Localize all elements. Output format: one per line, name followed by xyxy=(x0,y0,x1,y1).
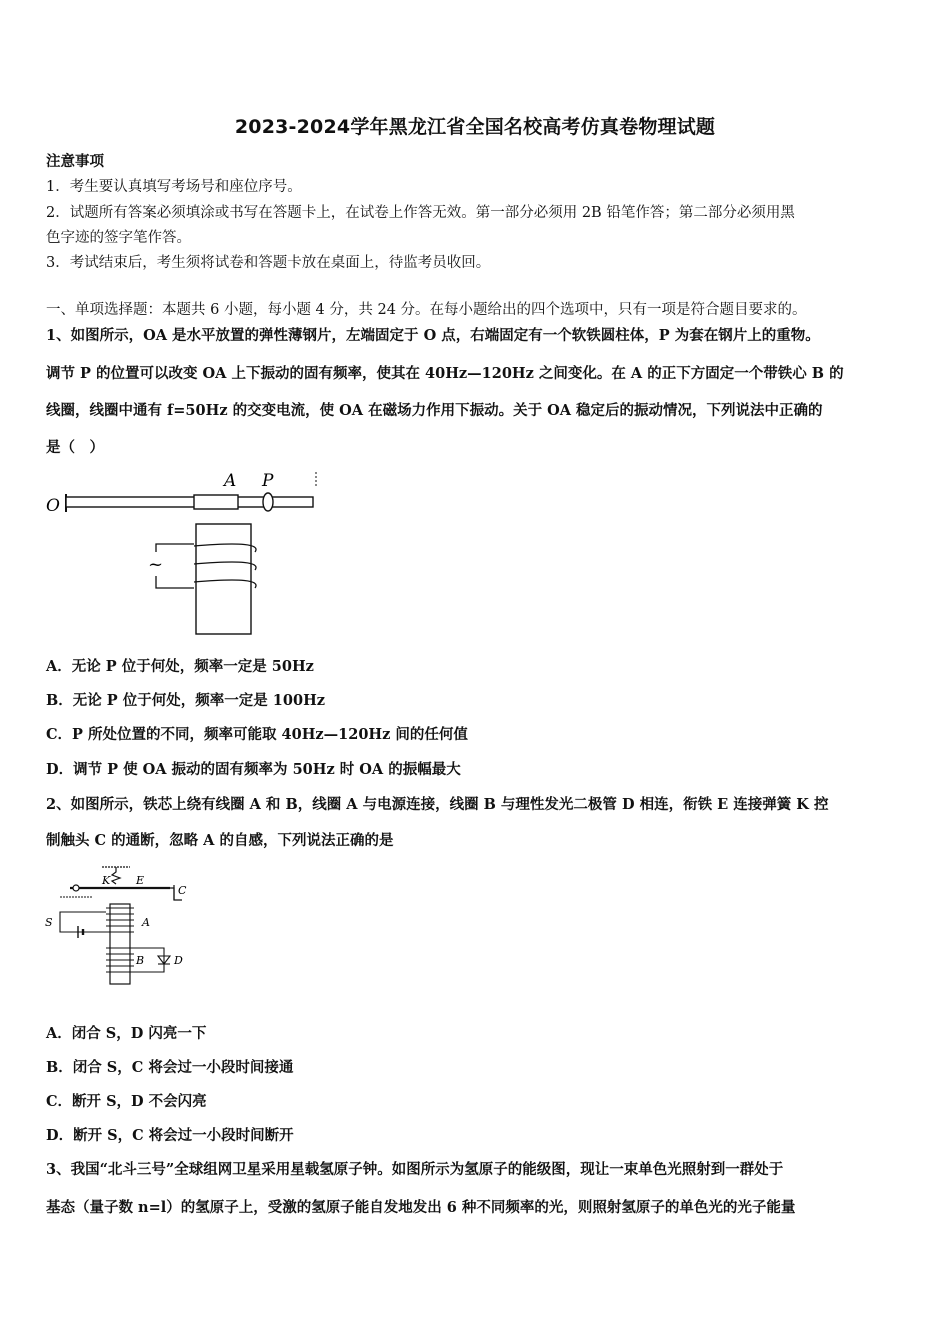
q2-text-line: 2、如图所示，铁芯上绕有线圈 A 和 B，线圈 A 与电源连接，线圈 B 与理性发光二极管 D 相连，衔铁 E 连接弹簧 K 控 xyxy=(46,796,829,813)
label-c: C xyxy=(178,884,187,897)
notice-heading: 注意事项 xyxy=(46,153,104,170)
label-k: K xyxy=(102,874,111,887)
label-d: D xyxy=(174,954,183,967)
notice-item: 2．试题所有答案必须填涂或书写在答题卡上，在试卷上作答无效。第一部分必须用 2B 铅笔作答；第二部分必须用黑 xyxy=(46,205,795,221)
q2-figure xyxy=(40,864,200,988)
q2-option: C．断开 S，D 不会闪亮 xyxy=(46,1093,207,1110)
q1-figure xyxy=(44,466,326,646)
label-a: A xyxy=(142,916,150,929)
q1-text-line: 1、如图所示，OA 是水平放置的弹性薄钢片，左端固定于 O 点，右端固定有一个软铁圆柱体，P 为套在钢片上的重物。 xyxy=(46,327,820,344)
label-e: E xyxy=(136,874,145,887)
q2-option: B．闭合 S，C 将会过一小段时间接通 xyxy=(46,1059,294,1076)
q1-option: B．无论 P 位于何处，频率一定是 100Hz xyxy=(46,692,326,709)
q1-option: C．P 所处位置的不同，频率可能取 40Hz—120Hz 间的任何值 xyxy=(46,726,468,743)
q3-text-line: 基态（量子数 n=l）的氢原子上，受激的氢原子能自发地发出 6 种不同频率的光，则照射氢原子的单色光的光子能量 xyxy=(46,1199,796,1216)
label-o: O xyxy=(46,496,60,516)
notice-item: 3．考试结束后，考生须将试卷和答题卡放在桌面上，待监考员收回。 xyxy=(46,255,491,271)
page-title: 2023-2024学年黑龙江省全国名校高考仿真卷物理试题 xyxy=(234,116,716,138)
label-b: B xyxy=(136,954,145,967)
iron-core-b xyxy=(196,524,251,634)
steel-strip xyxy=(66,497,313,507)
q3-text-line: 3、我国“北斗三号”全球组网卫星采用星载氢原子钟。如图所示为氢原子的能级图，现让一束单色光照射到一群处于 xyxy=(46,1161,784,1178)
q1-option: A．无论 P 位于何处，频率一定是 50Hz xyxy=(46,658,314,675)
notice-item: 1．考生要认真填写考场号和座位序号。 xyxy=(46,179,302,195)
section-heading: 一、单项选择题：本题共 6 小题，每小题 4 分，共 24 分。在每小题给出的四个选项中，只有一项是符合题目要求的。 xyxy=(46,302,807,318)
spring-k xyxy=(112,867,120,884)
q1-text-line: 线圈，线圈中通有 f=50Hz 的交变电流，使 OA 在磁场力作用下振动。关于 OA 稳定后的振动情况，下列说法中正确的 xyxy=(46,402,823,419)
q2-option: D．断开 S，C 将会过一小段时间断开 xyxy=(46,1127,294,1144)
label-s: S xyxy=(45,916,53,929)
ac-source-symbol: ~ xyxy=(148,554,164,575)
label-a: A xyxy=(224,471,237,491)
soft-iron-cylinder xyxy=(194,495,238,509)
label-p: P xyxy=(262,471,274,491)
notice-item: 色字迹的签字笔作答。 xyxy=(46,230,191,246)
q1-option: D．调节 P 使 OA 振动的固有频率为 50Hz 时 OA 的振幅最大 xyxy=(46,761,461,778)
weight-p xyxy=(263,493,273,511)
q2-option: A．闭合 S，D 闪亮一下 xyxy=(46,1025,207,1042)
q1-text-line: 是（ ） xyxy=(46,439,104,456)
q2-text-line: 制触头 C 的通断，忽略 A 的自感，下列说法正确的是 xyxy=(46,832,394,849)
q1-text-line: 调节 P 的位置可以改变 OA 上下振动的固有频率，使其在 40Hz—120Hz 之间变化。在 A 的正下方固定一个带铁心 B 的 xyxy=(46,365,844,382)
